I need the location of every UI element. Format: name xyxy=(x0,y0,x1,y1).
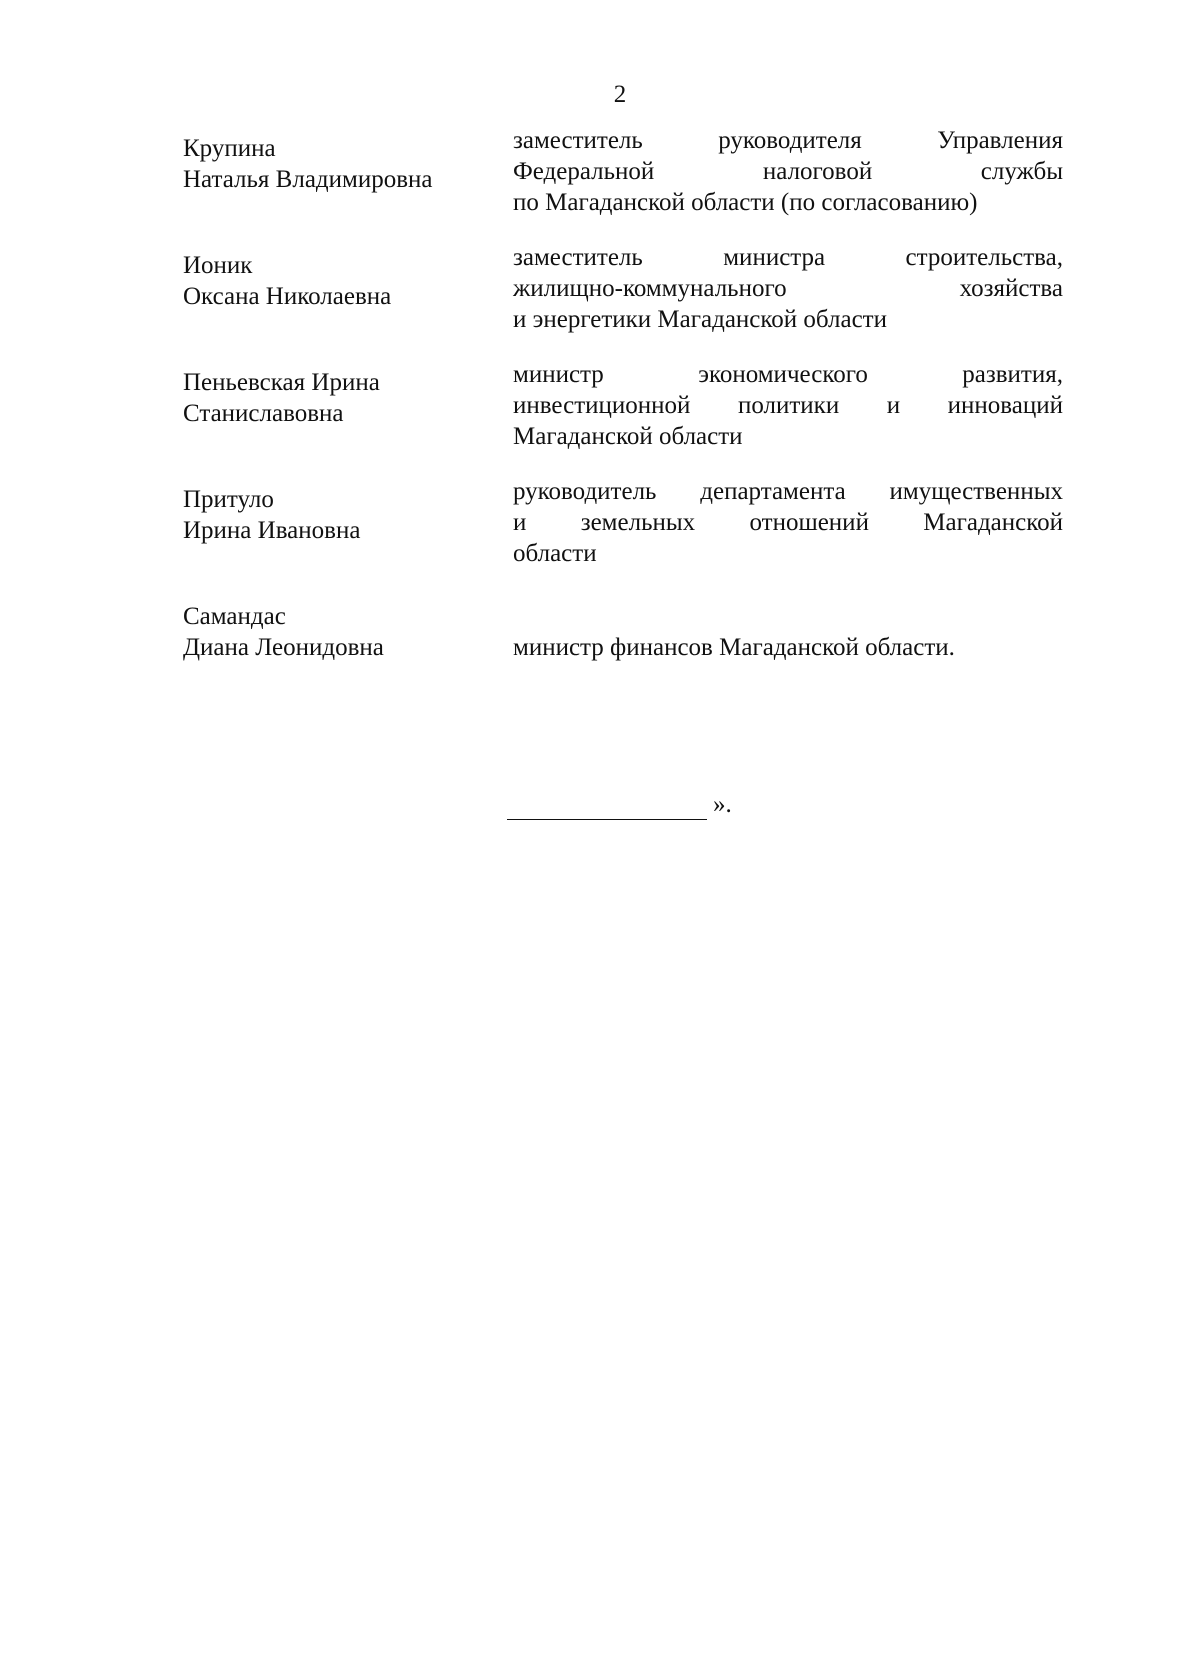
member-entry xyxy=(183,593,1063,663)
member-surname: Ионик xyxy=(183,252,253,279)
position-line: Федеральной налоговой службы xyxy=(513,158,1063,185)
member-surname: Пеньевская Ирина xyxy=(183,369,380,396)
member-given-name: Оксана Николаевна xyxy=(183,283,392,310)
position-line: и энергетики Магаданской области xyxy=(513,306,887,333)
position-line: инвестиционной политики и инноваций xyxy=(513,392,1063,419)
position-line: по Магаданской области (по согласованию) xyxy=(513,189,978,216)
closing-mark xyxy=(507,790,732,820)
member-surname: Притуло xyxy=(183,486,274,513)
position-line: Магаданской области xyxy=(513,423,743,450)
member-name xyxy=(183,359,513,429)
position-line: руководитель департамента имущественных xyxy=(513,478,1063,505)
member-entry xyxy=(183,125,1063,218)
position-line: и земельных отношений Магаданской xyxy=(513,509,1063,536)
member-name xyxy=(183,593,513,663)
position-line: заместитель министра строительства, xyxy=(513,244,1063,271)
member-given-name: Наталья Владимировна xyxy=(183,166,433,193)
member-list xyxy=(183,125,1063,687)
closing-quote: ». xyxy=(713,791,732,818)
position-line: министр экономического развития, xyxy=(513,361,1063,388)
closing-rule xyxy=(507,797,707,820)
member-surname: Самандас xyxy=(183,603,286,630)
member-surname: Крупина xyxy=(183,135,276,162)
member-position xyxy=(513,359,1063,452)
page-number: 2 xyxy=(613,81,627,108)
member-entry xyxy=(183,359,1063,452)
member-entry xyxy=(183,476,1063,569)
position-line: заместитель руководителя Управления xyxy=(513,127,1063,154)
member-position xyxy=(513,242,1063,335)
member-position xyxy=(513,125,1063,218)
member-given-name: Диана Леонидовна xyxy=(183,634,384,661)
member-name xyxy=(183,125,513,195)
position-line: области xyxy=(513,540,597,567)
member-given-name: Станиславовна xyxy=(183,400,344,427)
position-line: жилищно-коммунального хозяйства xyxy=(513,275,1063,302)
member-position xyxy=(513,476,1063,569)
member-entry xyxy=(183,242,1063,335)
member-name xyxy=(183,476,513,546)
position-line: министр финансов Магаданской области. xyxy=(513,634,955,661)
member-name xyxy=(183,242,513,312)
member-position xyxy=(513,593,1063,663)
member-given-name: Ирина Ивановна xyxy=(183,517,361,544)
